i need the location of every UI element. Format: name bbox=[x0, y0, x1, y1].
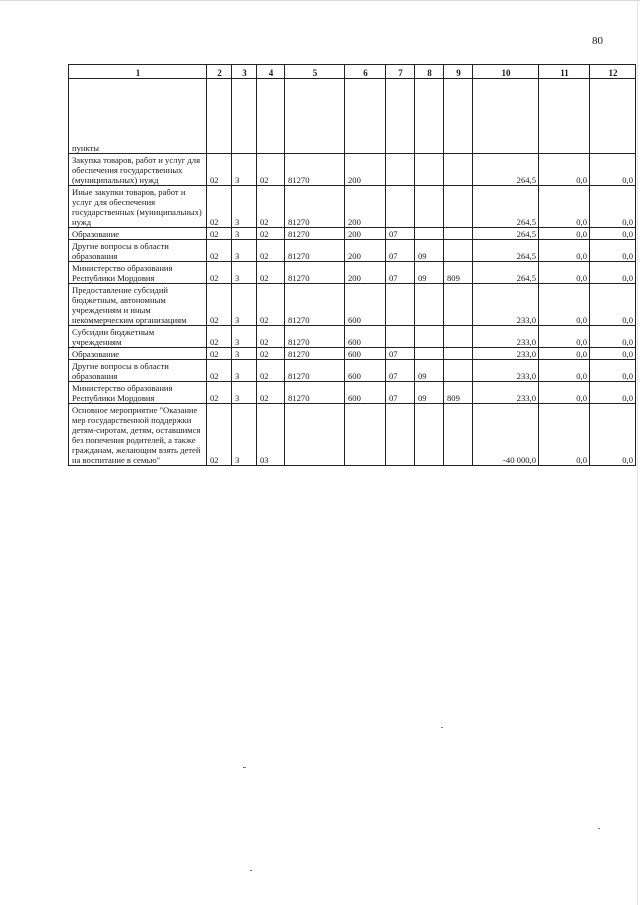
row-name-cell: пункты bbox=[69, 79, 207, 154]
cell-c2: 02 bbox=[207, 228, 232, 240]
cell-c7: 07 bbox=[386, 262, 415, 284]
cell-c10: 264,5 bbox=[473, 240, 539, 262]
header-col-12: 12 bbox=[590, 65, 636, 79]
cell-c8 bbox=[415, 348, 444, 360]
cell-c11: 0,0 bbox=[539, 240, 590, 262]
cell-c9 bbox=[444, 404, 473, 466]
table-header bbox=[69, 65, 636, 79]
cell-c2: 02 bbox=[207, 240, 232, 262]
cell-c11: 0,0 bbox=[539, 186, 590, 228]
cell-c8: 09 bbox=[415, 262, 444, 284]
cell-c7: 07 bbox=[386, 348, 415, 360]
cell-c4: 02 bbox=[257, 240, 285, 262]
cell-c3: 3 bbox=[232, 228, 257, 240]
cell-c8 bbox=[415, 186, 444, 228]
cell-c10: 264,5 bbox=[473, 186, 539, 228]
row-name-cell: Основное мероприятие "Оказание мер государственной поддержки детям-сиротам, детям, оставшимся без попечения родителей, а также гражданам, желающим взять детей на воспитание в семью" bbox=[69, 404, 207, 466]
row-name-cell: Министерство образования Республики Мордовия bbox=[69, 262, 207, 284]
cell-c5: 81270 bbox=[285, 326, 345, 348]
cell-c10: 233,0 bbox=[473, 360, 539, 382]
cell-c9 bbox=[444, 360, 473, 382]
cell-c10: 233,0 bbox=[473, 348, 539, 360]
cell-c5: 81270 bbox=[285, 228, 345, 240]
cell-c6: 600 bbox=[345, 348, 386, 360]
cell-c2: 02 bbox=[207, 262, 232, 284]
cell-c10: 264,5 bbox=[473, 262, 539, 284]
header-row bbox=[69, 65, 636, 79]
table-row bbox=[69, 382, 636, 404]
cell-c7: 07 bbox=[386, 382, 415, 404]
cell-c7: 07 bbox=[386, 228, 415, 240]
cell-c3: 3 bbox=[232, 404, 257, 466]
cell-c5 bbox=[285, 404, 345, 466]
row-name-cell: Другие вопросы в области образования bbox=[69, 240, 207, 262]
cell-c10: 233,0 bbox=[473, 284, 539, 326]
cell-c12: 0,0 bbox=[590, 228, 636, 240]
cell-c12: 0,0 bbox=[590, 360, 636, 382]
cell-c8 bbox=[415, 228, 444, 240]
header-col-9: 9 bbox=[444, 65, 473, 79]
header-col-7: 7 bbox=[386, 65, 415, 79]
cell-c3: 3 bbox=[232, 348, 257, 360]
cell-c12: 0,0 bbox=[590, 186, 636, 228]
cell-c4: 02 bbox=[257, 360, 285, 382]
cell-c7 bbox=[386, 284, 415, 326]
cell-c9 bbox=[444, 284, 473, 326]
cell-c2: 02 bbox=[207, 382, 232, 404]
cell-c11: 0,0 bbox=[539, 154, 590, 186]
page-number: 80 bbox=[592, 35, 603, 47]
cell-c8 bbox=[415, 404, 444, 466]
header-col-4: 4 bbox=[257, 65, 285, 79]
header-col-3: 3 bbox=[232, 65, 257, 79]
table-row bbox=[69, 284, 636, 326]
table-row bbox=[69, 228, 636, 240]
cell-c12: 0,0 bbox=[590, 326, 636, 348]
cell-c7 bbox=[386, 326, 415, 348]
table-row bbox=[69, 404, 636, 466]
cell-c8: 09 bbox=[415, 360, 444, 382]
cell-c6: 600 bbox=[345, 382, 386, 404]
cell-c2: 02 bbox=[207, 360, 232, 382]
scan-speck bbox=[441, 727, 443, 728]
cell-c6: 200 bbox=[345, 228, 386, 240]
cell-c7 bbox=[386, 154, 415, 186]
cell-c11: 0,0 bbox=[539, 326, 590, 348]
table-row bbox=[69, 326, 636, 348]
table-row bbox=[69, 360, 636, 382]
table-row bbox=[69, 348, 636, 360]
cell-c5: 81270 bbox=[285, 154, 345, 186]
cell-c6: 200 bbox=[345, 186, 386, 228]
header-col-8: 8 bbox=[415, 65, 444, 79]
cell-c2: 02 bbox=[207, 186, 232, 228]
cell-c6 bbox=[345, 404, 386, 466]
cell-c12: 0,0 bbox=[590, 404, 636, 466]
cell-c10: 264,5 bbox=[473, 228, 539, 240]
cell-c6: 200 bbox=[345, 154, 386, 186]
cell-c6: 600 bbox=[345, 326, 386, 348]
cell-c12: 0,0 bbox=[590, 284, 636, 326]
row-name-cell: Субсидии бюджетным учреждениям bbox=[69, 326, 207, 348]
cell-c10: -40 000,0 bbox=[473, 404, 539, 466]
cell-c8: 09 bbox=[415, 382, 444, 404]
cell-c5: 81270 bbox=[285, 360, 345, 382]
cell-c8: 09 bbox=[415, 240, 444, 262]
cell-c4: 02 bbox=[257, 228, 285, 240]
header-col-11: 11 bbox=[539, 65, 590, 79]
cell-c3: 3 bbox=[232, 284, 257, 326]
cell-c6: 600 bbox=[345, 360, 386, 382]
cell-c9: 809 bbox=[444, 262, 473, 284]
table-body bbox=[69, 79, 636, 466]
cell-c11: 0,0 bbox=[539, 348, 590, 360]
header-col-2: 2 bbox=[207, 65, 232, 79]
cell-c5: 81270 bbox=[285, 348, 345, 360]
cell-c3: 3 bbox=[232, 382, 257, 404]
cell-c11: 0,0 bbox=[539, 360, 590, 382]
cell-c6: 200 bbox=[345, 240, 386, 262]
cell-c4: 02 bbox=[257, 262, 285, 284]
header-col-5: 5 bbox=[285, 65, 345, 79]
cell-c12: 0,0 bbox=[590, 382, 636, 404]
cell-c5: 81270 bbox=[285, 262, 345, 284]
cell-c5: 81270 bbox=[285, 240, 345, 262]
cell-c10: 233,0 bbox=[473, 382, 539, 404]
cell-c12: 0,0 bbox=[590, 240, 636, 262]
cell-c11: 0,0 bbox=[539, 262, 590, 284]
cell-c7 bbox=[386, 404, 415, 466]
scan-edge-top bbox=[0, 0, 640, 1]
cell-c4: 03 bbox=[257, 404, 285, 466]
cell-c11: 0,0 bbox=[539, 284, 590, 326]
cell-c7 bbox=[386, 186, 415, 228]
cell-c2: 02 bbox=[207, 154, 232, 186]
cell-c5: 81270 bbox=[285, 186, 345, 228]
cell-c9 bbox=[444, 240, 473, 262]
cell-c8 bbox=[415, 284, 444, 326]
scan-edge-right bbox=[637, 0, 638, 905]
cell-c6: 600 bbox=[345, 284, 386, 326]
cell-c3: 3 bbox=[232, 154, 257, 186]
cell-c9 bbox=[444, 186, 473, 228]
table-row bbox=[69, 262, 636, 284]
cell-c11: 0,0 bbox=[539, 382, 590, 404]
cell-c3: 3 bbox=[232, 326, 257, 348]
row-name-cell: Закупка товаров, работ и услуг для обеспечения государственных (муниципальных) нужд bbox=[69, 154, 207, 186]
cell-c4: 02 bbox=[257, 382, 285, 404]
cell-c7: 07 bbox=[386, 240, 415, 262]
cell-c9 bbox=[444, 154, 473, 186]
cell-c2: 02 bbox=[207, 284, 232, 326]
header-col-6: 6 bbox=[345, 65, 386, 79]
scan-speck bbox=[243, 767, 246, 768]
table-row bbox=[69, 154, 636, 186]
cell-c5: 81270 bbox=[285, 382, 345, 404]
cell-c4: 02 bbox=[257, 186, 285, 228]
row-name-cell: Министерство образования Республики Мордовия bbox=[69, 382, 207, 404]
cell-c9 bbox=[444, 228, 473, 240]
row-name-cell: Иные закупки товаров, работ и услуг для обеспечения государственных (муниципальных) нужд bbox=[69, 186, 207, 228]
row-name-cell: Предоставление субсидий бюджетным, автономным учреждениям и иным некоммерческим организациям bbox=[69, 284, 207, 326]
cell-c3: 3 bbox=[232, 240, 257, 262]
cell-c8 bbox=[415, 326, 444, 348]
cell-c9: 809 bbox=[444, 382, 473, 404]
cell-c3: 3 bbox=[232, 262, 257, 284]
cell-c10: 264,5 bbox=[473, 154, 539, 186]
budget-table bbox=[68, 64, 636, 466]
cell-c2: 02 bbox=[207, 348, 232, 360]
cell-c4: 02 bbox=[257, 284, 285, 326]
cell-c9 bbox=[444, 326, 473, 348]
header-col-1: 1 bbox=[69, 65, 207, 79]
cell-c4: 02 bbox=[257, 348, 285, 360]
row-name-cell: Другие вопросы в области образования bbox=[69, 360, 207, 382]
cell-c4: 02 bbox=[257, 326, 285, 348]
row-name-cell: Образование bbox=[69, 228, 207, 240]
row-name-cell: Образование bbox=[69, 348, 207, 360]
header-col-10: 10 bbox=[473, 65, 539, 79]
table-row-continuation bbox=[69, 79, 636, 154]
cell-c9 bbox=[444, 348, 473, 360]
cell-c8 bbox=[415, 154, 444, 186]
cell-c3: 3 bbox=[232, 186, 257, 228]
cell-c11: 0,0 bbox=[539, 404, 590, 466]
cell-c2: 02 bbox=[207, 404, 232, 466]
cell-c12: 0,0 bbox=[590, 262, 636, 284]
cell-c2: 02 bbox=[207, 326, 232, 348]
scan-speck bbox=[250, 870, 252, 871]
cell-c12: 0,0 bbox=[590, 154, 636, 186]
cell-c10: 233,0 bbox=[473, 326, 539, 348]
cell-c7: 07 bbox=[386, 360, 415, 382]
cell-c4: 02 bbox=[257, 154, 285, 186]
cell-c11: 0,0 bbox=[539, 228, 590, 240]
cell-c6: 200 bbox=[345, 262, 386, 284]
scan-speck bbox=[598, 828, 600, 829]
cell-c3: 3 bbox=[232, 360, 257, 382]
cell-c12: 0,0 bbox=[590, 348, 636, 360]
table-row bbox=[69, 186, 636, 228]
cell-c5: 81270 bbox=[285, 284, 345, 326]
table-row bbox=[69, 240, 636, 262]
